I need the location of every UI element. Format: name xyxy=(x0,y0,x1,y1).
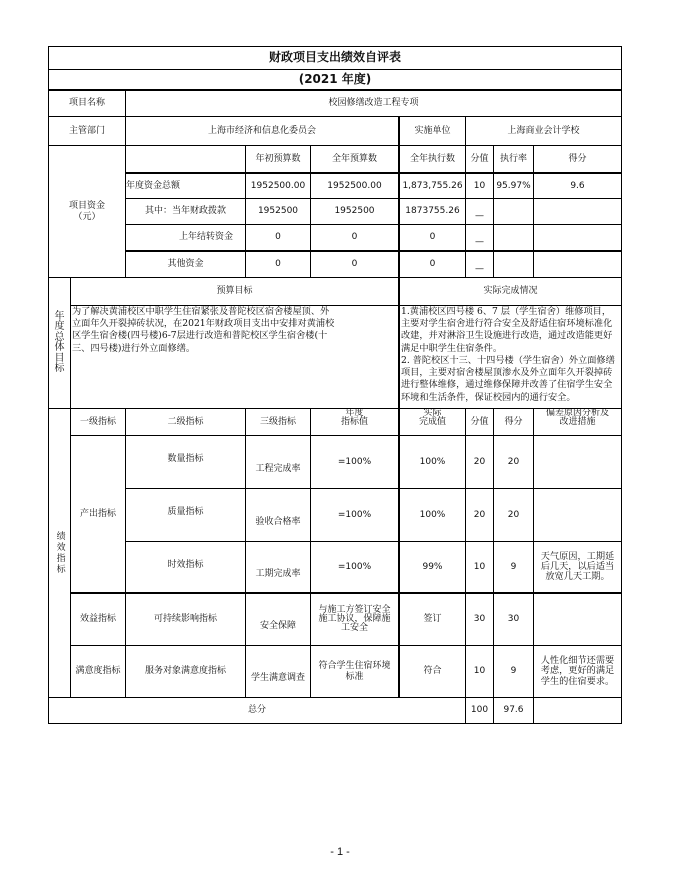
project-name-value: 校园修缮改造工程专项 xyxy=(125,90,622,117)
perf-row-note: 天气原因，工期延后几天，以后适当放宽几天工期。 xyxy=(533,541,622,593)
fund-row-executed: 0 xyxy=(398,224,466,251)
funds-header-blank xyxy=(125,145,246,173)
perf-row-l3: 工期完成率 xyxy=(245,541,311,593)
fund-row-weight: 10 xyxy=(465,172,494,199)
impl-value: 上海商业会计学校 xyxy=(465,116,622,146)
perf-row-score: 9 xyxy=(493,541,534,593)
perf-row-l3: 安全保障 xyxy=(245,592,311,646)
perf-row-score: 9 xyxy=(493,645,534,698)
funds-header-executed: 全年执行数 xyxy=(398,145,466,173)
impl-label: 实施单位 xyxy=(398,116,466,146)
funds-header-score: 得分 xyxy=(533,145,622,173)
perf-row-note: 人性化细节还需要考虑，更好的满足学生的住宿要求。 xyxy=(533,645,622,698)
fund-row-name: 上年结转资金 xyxy=(125,224,246,251)
fund-row-score: 9.6 xyxy=(533,172,622,199)
total-score: 97.6 xyxy=(493,697,534,724)
budget-goal-header: 预算目标 xyxy=(70,277,399,306)
fund-row-executed: 0 xyxy=(398,250,466,278)
dept-label: 主管部门 xyxy=(48,116,126,146)
perf-row-l2: 时效指标 xyxy=(125,541,246,593)
perf-l1-benefit: 效益指标 xyxy=(70,592,126,646)
fund-row-initial: 1952500 xyxy=(245,198,311,225)
perf-header-l2: 二级指标 xyxy=(125,408,246,436)
fund-row-name: 年度资金总额 xyxy=(125,172,246,199)
fund-row-executed: 1873755.26 xyxy=(398,198,466,225)
perf-row-target: 符合学生住宿环境标准 xyxy=(310,645,399,698)
fund-row-weight: — xyxy=(465,250,494,278)
perf-row-weight: 10 xyxy=(465,541,494,593)
fund-row-score xyxy=(533,250,622,278)
perf-row-actual: 签订 xyxy=(398,592,466,646)
fund-row-annual: 1952500 xyxy=(310,198,399,225)
perf-header-weight: 分值 xyxy=(465,408,494,436)
perf-header-target: 年度 指标值 xyxy=(310,408,399,436)
perf-l1-satisfaction: 满意度指标 xyxy=(70,645,126,698)
perf-row-note xyxy=(533,488,622,542)
perf-row-weight: 20 xyxy=(465,435,494,489)
perf-header-l1: 一级指标 xyxy=(70,408,126,436)
fund-row-executed: 1,873,755.26 xyxy=(398,172,466,199)
fund-row-rate xyxy=(493,224,534,251)
perf-row-actual: 100% xyxy=(398,488,466,542)
actual-goal-text: 1.黄浦校区四号楼 6、7 层（学生宿舍）维修项目，主要对学生宿舍进行符合安全及舒适住宿环境标准化改建，并对淋浴卫生设施进行改造，通过改造能更好满足中职学生住宿条件。 2. 普陀校区十三、十四号楼（学生宿舍）外立面修缮项目，主要对宿舍楼屋顶渗水及外立面年久开裂掉砖进行整体维修，通过维修保障并改善了住宿学生安全环境和生活条件，保证校园内的通行安全。 xyxy=(398,305,622,409)
fund-row-annual: 1952500.00 xyxy=(310,172,399,199)
perf-row-l3: 验收合格率 xyxy=(245,488,311,542)
funds-header-initial: 年初预算数 xyxy=(245,145,311,173)
dept-value: 上海市经济和信息化委员会 xyxy=(125,116,399,146)
perf-l1-output: 产出指标 xyxy=(70,435,126,593)
perf-row-actual: 符合 xyxy=(398,645,466,698)
perf-row-weight: 10 xyxy=(465,645,494,698)
perf-header-actual: 实际 完成值 xyxy=(398,408,466,436)
project-name-label: 项目名称 xyxy=(48,90,126,117)
fund-row-initial: 0 xyxy=(245,250,311,278)
perf-row-target: 与施工方签订安全施工协议，保障施工安全 xyxy=(310,592,399,646)
total-label: 总分 xyxy=(48,697,466,724)
fund-row-annual: 0 xyxy=(310,250,399,278)
table-year: (2021 年度) xyxy=(48,69,622,91)
perf-row-score: 30 xyxy=(493,592,534,646)
perf-row-l3: 工程完成率 xyxy=(245,435,311,489)
perf-row-score: 20 xyxy=(493,435,534,489)
perf-header-l3: 三级指标 xyxy=(245,408,311,436)
perf-row-actual: 100% xyxy=(398,435,466,489)
perf-row-l2: 质量指标 xyxy=(125,488,246,542)
fund-row-rate: 95.97% xyxy=(493,172,534,199)
perf-label: 绩效指标 xyxy=(48,408,71,698)
perf-header-note: 偏差原因分析及 改进措施 xyxy=(533,408,622,436)
fund-row-weight: — xyxy=(465,224,494,251)
funds-label: 项目资金 （元） xyxy=(48,145,126,278)
perf-row-actual: 99% xyxy=(398,541,466,593)
perf-row-weight: 30 xyxy=(465,592,494,646)
table-title: 财政项目支出绩效自评表 xyxy=(48,46,622,70)
perf-row-note xyxy=(533,592,622,646)
perf-row-l3: 学生满意调查 xyxy=(245,645,311,698)
page-number: - 1 - xyxy=(330,846,350,858)
perf-row-target: =100% xyxy=(310,488,399,542)
perf-row-note xyxy=(533,435,622,489)
fund-row-rate xyxy=(493,250,534,278)
fund-row-name: 其他资金 xyxy=(125,250,246,278)
actual-goal-header: 实际完成情况 xyxy=(398,277,622,306)
fund-row-rate xyxy=(493,198,534,225)
perf-row-l2: 服务对象满意度指标 xyxy=(125,645,246,698)
fund-row-score xyxy=(533,224,622,251)
funds-header-annual: 全年预算数 xyxy=(310,145,399,173)
perf-row-l2: 可持续影响指标 xyxy=(125,592,246,646)
perf-row-weight: 20 xyxy=(465,488,494,542)
fund-row-annual: 0 xyxy=(310,224,399,251)
perf-row-target: =100% xyxy=(310,541,399,593)
fund-row-weight: — xyxy=(465,198,494,225)
goals-label: 年度总体目标 xyxy=(48,277,71,409)
perf-row-l2: 数量指标 xyxy=(125,435,246,489)
fund-row-initial: 0 xyxy=(245,224,311,251)
funds-header-rate: 执行率 xyxy=(493,145,534,173)
total-note xyxy=(533,697,622,724)
perf-row-target: =100% xyxy=(310,435,399,489)
fund-row-score xyxy=(533,198,622,225)
fund-row-name: 其中：当年财政拨款 xyxy=(125,198,246,225)
funds-header-weight: 分值 xyxy=(465,145,494,173)
budget-goal-text: 为了解决黄浦校区中职学生住宿紧张及普陀校区宿舍楼屋顶、外立面年久开裂掉砖状况，在2021年财政项目支出中安排对黄浦校区学生宿舍楼(四号楼)6-7层进行改造和普陀校区学生宿舍楼(十三、四号楼)进行外立面修缮。 xyxy=(70,305,399,409)
perf-header-score: 得分 xyxy=(493,408,534,436)
perf-row-score: 20 xyxy=(493,488,534,542)
total-weight: 100 xyxy=(465,697,494,724)
fund-row-initial: 1952500.00 xyxy=(245,172,311,199)
